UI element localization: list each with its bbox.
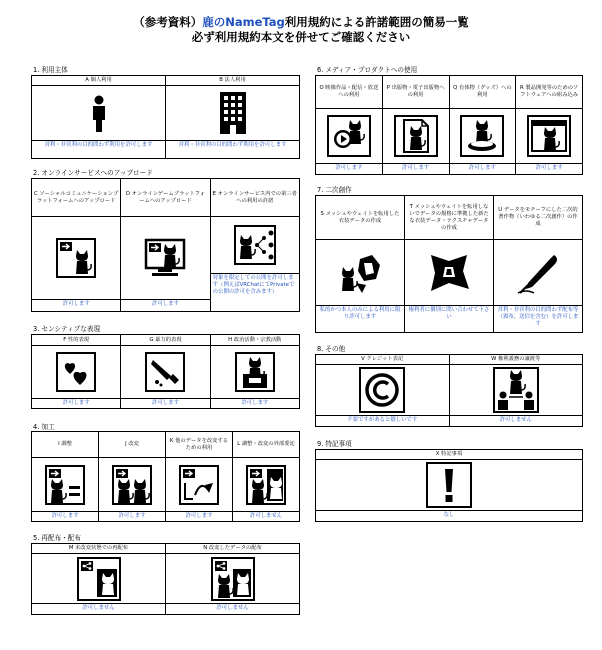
adjust-icon [32,458,98,511]
cell-p-publication: P 出版物・電子出版物への利用 許可します [382,76,449,174]
section-4-table [31,431,300,522]
cell-n-modified-distribution: N 改変したデータの配布 許可しません [165,544,299,614]
cell-j-modification: J 改変 許可します [98,432,165,521]
section-7-title: 7. 二次創作 [317,186,352,194]
cell-b-corporate-use: B 法人利用 営利・非営利の目的問わず利用を許可します [165,76,299,158]
upload-cat-icon [32,217,120,299]
section-1-title: 1. 利用主体 [33,66,68,74]
cell-w-rights-transfer: W 権利義務の譲渡等 許可しません [449,355,583,426]
upload-monitor-icon [121,217,209,299]
section-2-table [31,178,300,312]
title-line-2: 必ず利用規約本文を併せてご確認ください [191,30,411,44]
reuse-icon [166,458,232,511]
section-5-title: 5. 再配布・配布 [33,534,81,542]
cell-f-sexual-expression: F 性的表現 許可します [32,335,120,408]
section-9-table [315,449,583,522]
cell-r-software: R 製品開発等のためのソフトウェアへの組み込み 許可します [515,76,582,174]
cell-o-video-broadcast: O 映像作品・配信・放送への利用 許可します [316,76,382,174]
modify-icon [99,458,165,511]
hearts-icon [32,346,120,398]
exclamation-icon [316,460,582,510]
cell-k-reuse-for-other-data: K 他のデータを改変するための利用 許可します [165,432,232,521]
cell-d-game-upload: D オンラインゲームプラットフォームへのアップロード 許可します [120,179,209,311]
goods-icon [450,109,516,163]
section-8-table [315,354,583,427]
cell-h-political-religious: H 政治活動・宗教活動 許可します [210,335,299,408]
cell-c-social-upload: C ソーシャルコミュニケーションプラットフォームへのアップロード 許可します [32,179,120,311]
cell-u-derivative-work: U データをモチーフにした二次的著作物（いわゆる二次創作）の作成 営利・非営利の目的問わず配布等（頒布、送信を含む）を許可します [493,196,582,332]
cell-e-third-party-license: E オンラインサービス内での第三者への利用の許諾 対象を限定しての公開を許可します（例えばVRChatにてPrivateでの公開の許可を含みます） [210,179,299,311]
section-8-title: 8. その他 [317,345,346,353]
cell-t-new-costume: T メッシュやウェイトを転用しないでデータの規格に準拠した新たな衣装データ・テクスチャデータの作成 権利者に個別に問い合わせて下さい [404,196,493,332]
section-9-title: 9. 特記事項 [317,440,352,448]
title-line-1: （参考資料）鹿のNameTag利用規約による許諾範囲の簡易一覧 [133,15,469,29]
cell-m-redistribution: M 未改変状態での再配布 許可しません [32,544,165,614]
section-2-title: 2. オンラインサービスへのアップロード [33,169,153,177]
mesh-reuse-icon [316,240,404,305]
document-title [0,15,602,45]
software-icon [516,109,582,163]
section-4-title: 4. 加工 [33,423,55,431]
publication-icon [383,109,449,163]
outsource-icon [233,458,299,511]
share-third-party-icon [211,217,299,273]
section-5-table [31,543,300,615]
redistribute-icon [32,554,165,603]
product-name: 鹿のNameTag [202,15,285,29]
cell-l-outsourcing: L 調整・改変の外部委託 許可しません [232,432,299,521]
podium-icon [211,346,299,398]
transfer-icon [450,365,583,415]
cell-s-mesh-reuse: S メッシュやウェイトを転用した衣装データの作成 私的かつ本人のみによる利用に限り許可します [316,196,404,332]
cell-g-violent-expression: G 暴力的表現 許可します [120,335,209,408]
new-costume-icon [405,240,493,305]
section-7-table [315,195,583,333]
video-icon [316,109,382,163]
section-3-title: 3. センシティブな表現 [33,325,101,333]
cell-x-special-notes: X 特記事項 なし [316,450,582,521]
section-1-table [31,75,300,159]
section-3-table [31,334,300,409]
cell-i-adjustment: I 調整 許可します [32,432,98,521]
building-icon [166,86,299,140]
cell-a-personal-use: A 個人利用 営利・非営利の目的問わず利用を許可します [32,76,165,158]
person-icon [32,86,165,140]
knife-icon [121,346,209,398]
section-6-title: 6. メディア・プロダクトへの使用 [317,66,418,74]
copyright-icon [316,365,449,415]
distribute-modified-icon [166,554,299,603]
cell-v-credit: V クレジット表記 不要ですがあると嬉しいです [316,355,449,426]
section-6-table [315,75,583,175]
pen-icon [494,240,582,305]
cell-q-goods: Q 有体物（グッズ）への利用 許可します [449,76,516,174]
